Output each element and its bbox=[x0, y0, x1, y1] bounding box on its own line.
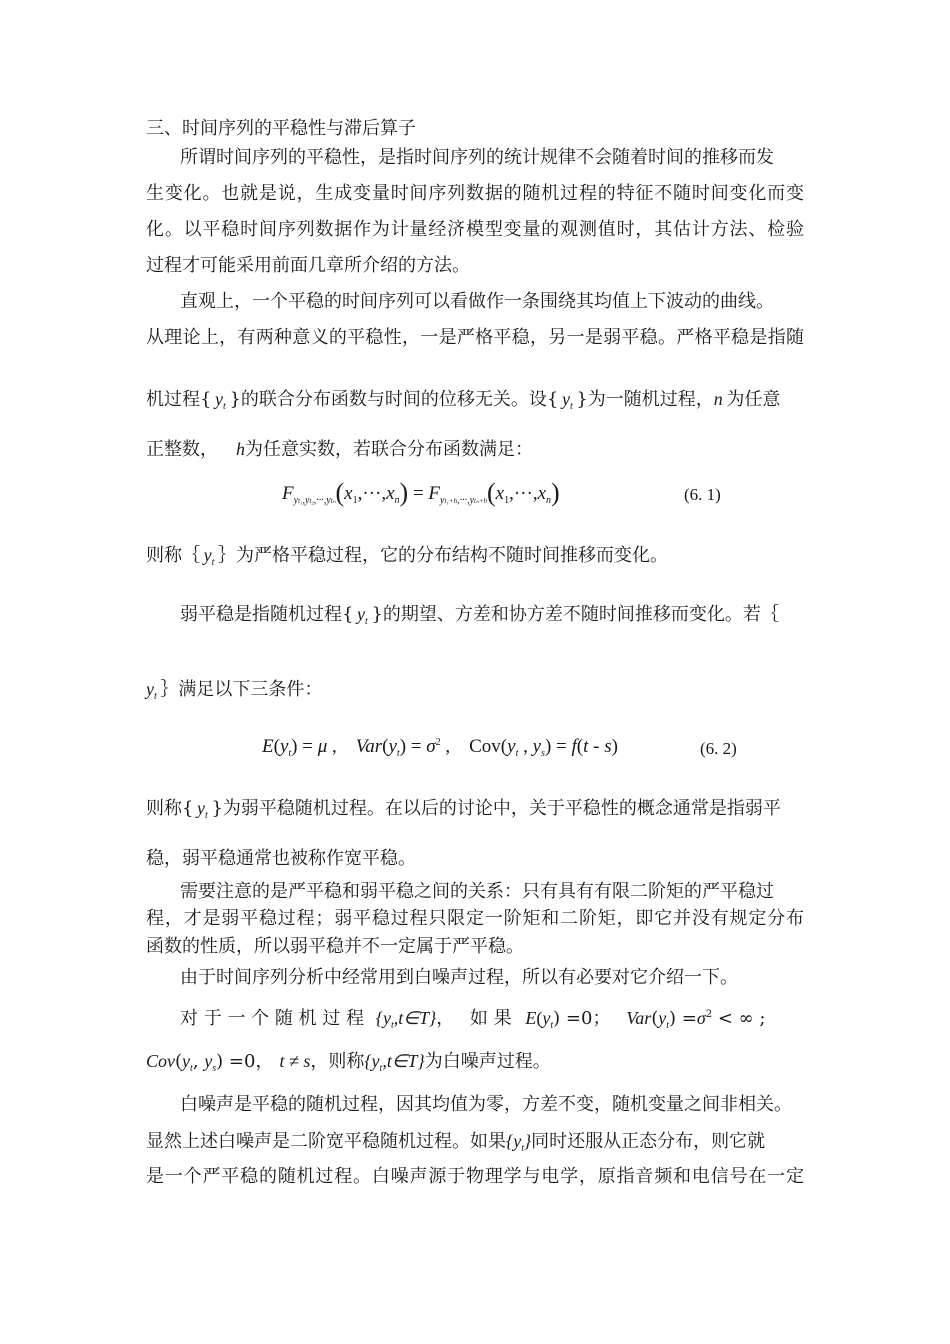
math-condition: t ≠ s bbox=[279, 1051, 311, 1071]
text-run: 为白噪声过程。 bbox=[424, 1051, 551, 1072]
paragraph-line: 程，才是弱平稳过程；弱平稳过程只限定一阶矩和二阶矩，即它并没有规定分布 bbox=[146, 908, 804, 929]
paragraph-line: 直观上，一个平稳的时间序列可以看做作一条围绕其均值上下波动的曲线。 bbox=[180, 291, 774, 312]
paragraph-line: $Cov(y_t$, $y_s) =0$， t ≠ s，则称$\{y_t,t\in T\}$为白噪声过程。 bbox=[146, 1051, 551, 1074]
text-run: }为弱平稳随机过程。在以后的讨论中，关于平稳性的概念通常是指弱平 bbox=[211, 798, 781, 819]
equation-number: (6. 2) bbox=[700, 739, 737, 758]
paragraph-line: 对 于 一 个 随 机 过 程 $\{y_t,t\in T\}$， 如 果 $E(y_t) =0$； $Var(y_t) =\sigma^2$ < ∞ ; bbox=[180, 1008, 766, 1031]
math-var-yt: $y_t$ bbox=[211, 389, 226, 412]
math-var-yt: $y_t$ bbox=[200, 545, 215, 568]
paragraph-line: 白噪声是平稳的随机过程，因其均值为零，方差不变，随机变量之间非相关。 bbox=[180, 1094, 792, 1115]
equation-number: (6. 1) bbox=[684, 485, 721, 504]
text-run: 机过程{ bbox=[146, 389, 212, 410]
math-set: $\{y_t\}$ bbox=[506, 1131, 532, 1154]
text-run: ｝满足以下三条件： bbox=[160, 679, 323, 700]
paragraph-line: 生变化。也就是说，生成变量时间序列数据的随机过程的特征不随时间变化而变 bbox=[146, 183, 804, 204]
math-expectation: E bbox=[525, 1008, 537, 1028]
paragraph-line bbox=[146, 387, 780, 419]
text-run: 则称｛ bbox=[146, 545, 200, 566]
paragraph-line: 需要注意的是严平稳和弱平稳之间的关系：只有具有有限二阶矩的严平稳过 bbox=[180, 881, 774, 902]
paragraph-line: 所谓时间序列的平稳性，是指时间序列的统计规律不会随着时间的推移而发 bbox=[180, 147, 774, 168]
text-run: 正整数， bbox=[146, 439, 218, 460]
text-run: 则称{ bbox=[146, 798, 194, 819]
equation-6-2: $E(y_t) = \mu$ , $Var(y_t) = \sigma^2$ , $Cov(y_t$ , $y_s) = f(t - s)$ bbox=[262, 736, 618, 759]
text-run: ， bbox=[255, 1051, 274, 1072]
math-var-n: n bbox=[713, 389, 727, 409]
paragraph-line: 稳，弱平稳通常也被称作宽平稳。 bbox=[146, 848, 416, 869]
paragraph-line: 由于时间序列分析中经常用到白噪声过程，所以有必要对它介绍一下。 bbox=[180, 967, 738, 988]
paragraph-line: 过程才可能采用前面几章所介绍的方法。 bbox=[146, 255, 470, 276]
math-var-yt: $y_t$ bbox=[193, 798, 208, 821]
paragraph-line bbox=[146, 543, 668, 575]
paragraph-line: 函数的性质，所以弱平稳并不一定属于严平稳。 bbox=[146, 936, 524, 957]
math-var-h: h bbox=[218, 439, 245, 459]
text-run: }的联合分布函数与时间的位移无关。设{ bbox=[229, 389, 559, 410]
paragraph-line: 从理论上，有两种意义的平稳性，一是严格平稳，另一是弱平稳。严格平稳是指随 bbox=[146, 327, 804, 348]
text-run: }的期望、方差和协方差不随时间推移而变化。若｛ bbox=[371, 604, 779, 625]
paragraph-line bbox=[146, 437, 533, 462]
text-run: 同时还服从正态分布，则它就 bbox=[531, 1131, 766, 1152]
equation-6-1: $F_{yt_1,yt_2,\cdot\cdot\cdot,yt_n}(x_1,\cdot\cdot\cdot,x_n) = F_{yt_1+h,\cdot\cdot\cdot,yt_n+h}(x_1,\cdot\cdot\cdot,x_n)$ bbox=[282, 478, 560, 507]
section-title: 三、时间序列的平稳性与滞后算子 bbox=[146, 118, 416, 139]
paragraph-line bbox=[180, 602, 779, 634]
math-set: $\{y_t,t\in T\}$ bbox=[364, 1051, 425, 1074]
text-run: 为任意 bbox=[726, 389, 781, 410]
paragraph-line: 是一个严平稳的随机过程。白噪声源于物理学与电学，原指音频和电信号在一定 bbox=[146, 1166, 804, 1187]
text-run: 如 果 bbox=[469, 1008, 512, 1029]
math-set: $\{y_t,t\in T\}$， bbox=[375, 1008, 455, 1031]
math-variance: Var bbox=[626, 1008, 652, 1028]
text-run: 弱平稳是指随机过程{ bbox=[180, 604, 354, 625]
text-run: ； bbox=[592, 1008, 611, 1029]
paragraph-line bbox=[146, 1129, 765, 1161]
paragraph-line bbox=[146, 796, 781, 828]
text-run: 为任意实数，若联合分布函数满足： bbox=[245, 439, 533, 460]
math-var-yt: $y_t$ bbox=[558, 389, 573, 412]
paragraph-line: 化。以平稳时间序列数据作为计量经济模型变量的观测值时，其估计方法、检验 bbox=[146, 219, 804, 240]
math-covariance: Cov bbox=[146, 1051, 175, 1071]
text-run: ，则称 bbox=[310, 1051, 365, 1072]
math-var-yt: $y_t$ bbox=[353, 604, 368, 627]
text-run: ｝为严格平稳过程，它的分布结构不随时间推移而变化。 bbox=[217, 545, 668, 566]
math-var-yt: $y_t$ bbox=[146, 679, 157, 702]
text-run: }为一随机过程， bbox=[576, 389, 714, 410]
text-run: 对 于 一 个 随 机 过 程 bbox=[180, 1008, 365, 1029]
paragraph-line bbox=[146, 677, 322, 709]
text-run: 显然上述白噪声是二阶宽平稳随机过程。如果 bbox=[146, 1131, 506, 1152]
